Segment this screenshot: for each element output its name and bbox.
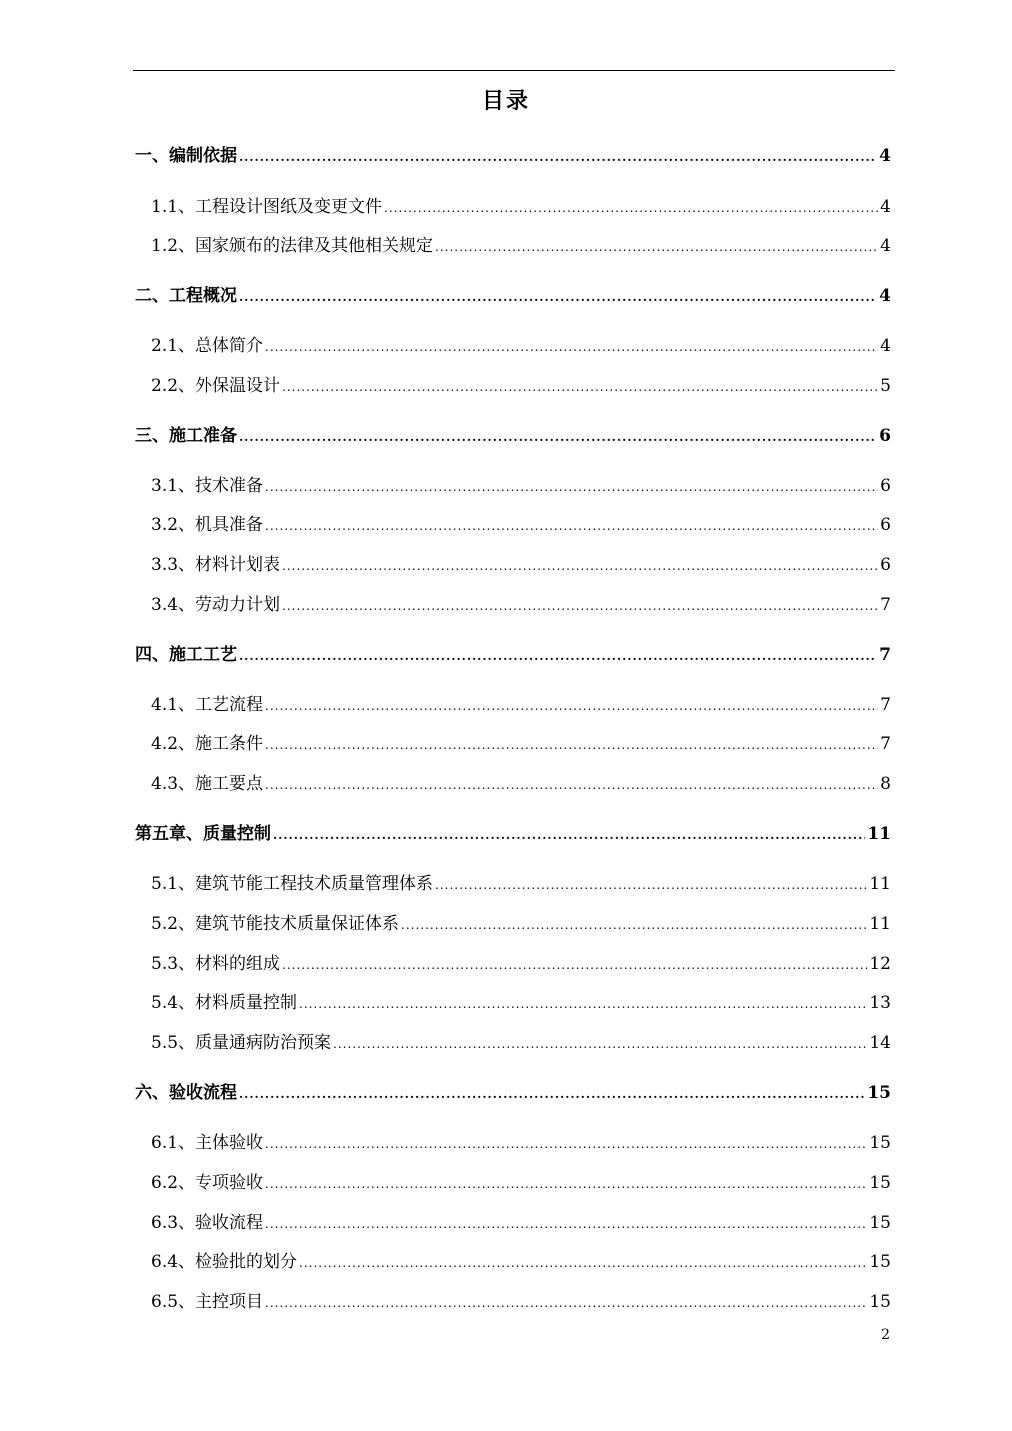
toc-section-entry[interactable] [151,871,891,897]
toc-entry-page: 14 [869,1033,891,1053]
toc-entry-page: 15 [867,1083,891,1103]
toc-entry-page: 4 [879,286,891,306]
toc-entry-page: 11 [869,914,891,934]
toc-dot-leader [265,732,878,758]
toc-entry-page: 15 [869,1252,891,1272]
toc-dot-leader [265,1131,867,1157]
toc-dot-leader [282,374,878,400]
toc-entry-page: 15 [869,1133,891,1153]
toc-section-entry[interactable] [151,592,891,618]
toc-section-entry[interactable] [151,233,891,259]
toc-entry-label: 3.3、材料计划表 [151,555,281,575]
toc-entry-label: 六、验收流程 [135,1083,237,1103]
toc-section-entry[interactable] [151,512,891,538]
toc-dot-leader [282,553,878,579]
toc-section-entry[interactable] [151,373,891,399]
toc-entry-label: 4.2、施工条件 [151,734,264,754]
page-number: 2 [881,1327,890,1343]
toc-entry-label: 三、施工准备 [135,426,237,446]
toc-entry-label: 3.4、劳动力计划 [151,595,281,615]
toc-dot-leader [401,912,867,938]
toc-section-entry[interactable] [151,1030,891,1056]
toc-dot-leader [265,513,878,539]
toc-dot-leader [265,1290,867,1316]
toc-dot-leader [435,872,867,898]
toc-entry-page: 6 [879,426,891,446]
toc-entry-page: 7 [880,695,891,715]
toc-entry-label: 3.1、技术准备 [151,476,264,496]
toc-chapter-entry[interactable] [135,423,891,449]
toc-section-entry[interactable] [151,1289,891,1315]
toc-dot-leader [265,334,878,360]
toc-entry-label: 6.3、验收流程 [151,1213,264,1233]
toc-dot-leader [384,195,878,221]
toc-chapter-entry[interactable] [135,283,891,309]
toc-chapter-entry[interactable] [135,642,891,668]
toc-entry-page: 15 [869,1213,891,1233]
toc-entry-page: 5 [880,376,891,396]
toc-section-entry[interactable] [151,1170,891,1196]
toc-dot-leader [265,1211,867,1237]
toc-entry-page: 15 [869,1292,891,1312]
toc-entry-label: 4.3、施工要点 [151,774,264,794]
toc-entry-label: 5.1、建筑节能工程技术质量管理体系 [151,874,434,894]
toc-entry-page: 4 [879,146,891,166]
toc-section-entry[interactable] [151,333,891,359]
toc-dot-leader [435,234,878,260]
toc-dot-leader [239,284,877,310]
toc-dot-leader [265,693,878,719]
toc-entry-page: 7 [880,734,891,754]
toc-entry-label: 4.1、工艺流程 [151,695,264,715]
toc-entry-label: 2.2、外保温设计 [151,376,281,396]
toc-entry-label: 6.1、主体验收 [151,1133,264,1153]
toc-entry-label: 6.4、检验批的划分 [151,1252,298,1272]
toc-entry-label: 1.1、工程设计图纸及变更文件 [151,197,383,217]
toc-dot-leader [265,1171,867,1197]
toc-chapter-entry[interactable] [135,821,891,847]
toc-entry-label: 6.5、主控项目 [151,1292,264,1312]
toc-section-entry[interactable] [151,731,891,757]
toc-entry-label: 二、工程概况 [135,286,237,306]
toc-section-entry[interactable] [151,771,891,797]
toc-entry-page: 4 [880,236,891,256]
toc-chapter-entry[interactable] [135,1080,891,1106]
toc-entry-page: 7 [880,595,891,615]
toc-entry-label: 5.3、材料的组成 [151,954,281,974]
toc-entry-label: 一、编制依据 [135,146,237,166]
toc-entry-label: 6.2、专项验收 [151,1173,264,1193]
toc-entry-page: 11 [867,824,891,844]
toc-dot-leader [299,991,867,1017]
toc-dot-leader [333,1031,867,1057]
toc-entry-page: 4 [880,336,891,356]
toc-dot-leader [265,772,878,798]
toc-section-entry[interactable] [151,1210,891,1236]
toc-dot-leader [239,424,877,450]
toc-entry-page: 11 [869,874,891,894]
toc-dot-leader [299,1250,867,1276]
toc-dot-leader [239,1081,865,1107]
toc-section-entry[interactable] [151,1249,891,1275]
toc-dot-leader [239,643,877,669]
toc-chapter-entry[interactable] [135,143,891,169]
toc-dot-leader [282,593,878,619]
toc-entry-label: 3.2、机具准备 [151,515,264,535]
toc-section-entry[interactable] [151,692,891,718]
toc-entry-label: 5.5、质量通病防治预案 [151,1033,332,1053]
toc-dot-leader [273,822,865,848]
toc-section-entry[interactable] [151,194,891,220]
toc-entry-page: 4 [880,197,891,217]
toc-entry-page: 6 [880,555,891,575]
toc-section-entry[interactable] [151,473,891,499]
toc-entry-label: 1.2、国家颁布的法律及其他相关规定 [151,236,434,256]
toc-entry-page: 15 [869,1173,891,1193]
toc-entry-label: 5.2、建筑节能技术质量保证体系 [151,914,400,934]
toc-entry-label: 2.1、总体简介 [151,336,264,356]
toc-entry-page: 6 [880,515,891,535]
toc-section-entry[interactable] [151,552,891,578]
toc-entry-page: 12 [869,954,891,974]
toc-dot-leader [239,144,877,170]
toc-entry-label: 四、施工工艺 [135,645,237,665]
toc-entry-page: 7 [879,645,891,665]
toc-dot-leader [265,474,878,500]
toc-entry-page: 13 [869,993,891,1013]
page-title: 目录 [481,88,530,114]
toc-entry-page: 6 [880,476,891,496]
toc-entry-page: 8 [880,774,891,794]
toc-section-entry[interactable] [151,911,891,937]
toc-section-entry[interactable] [151,951,891,977]
toc-dot-leader [282,952,867,978]
toc-section-entry[interactable] [151,990,891,1016]
toc-section-entry[interactable] [151,1130,891,1156]
toc-entry-label: 5.4、材料质量控制 [151,993,298,1013]
toc-entry-label: 第五章、质量控制 [135,824,271,844]
